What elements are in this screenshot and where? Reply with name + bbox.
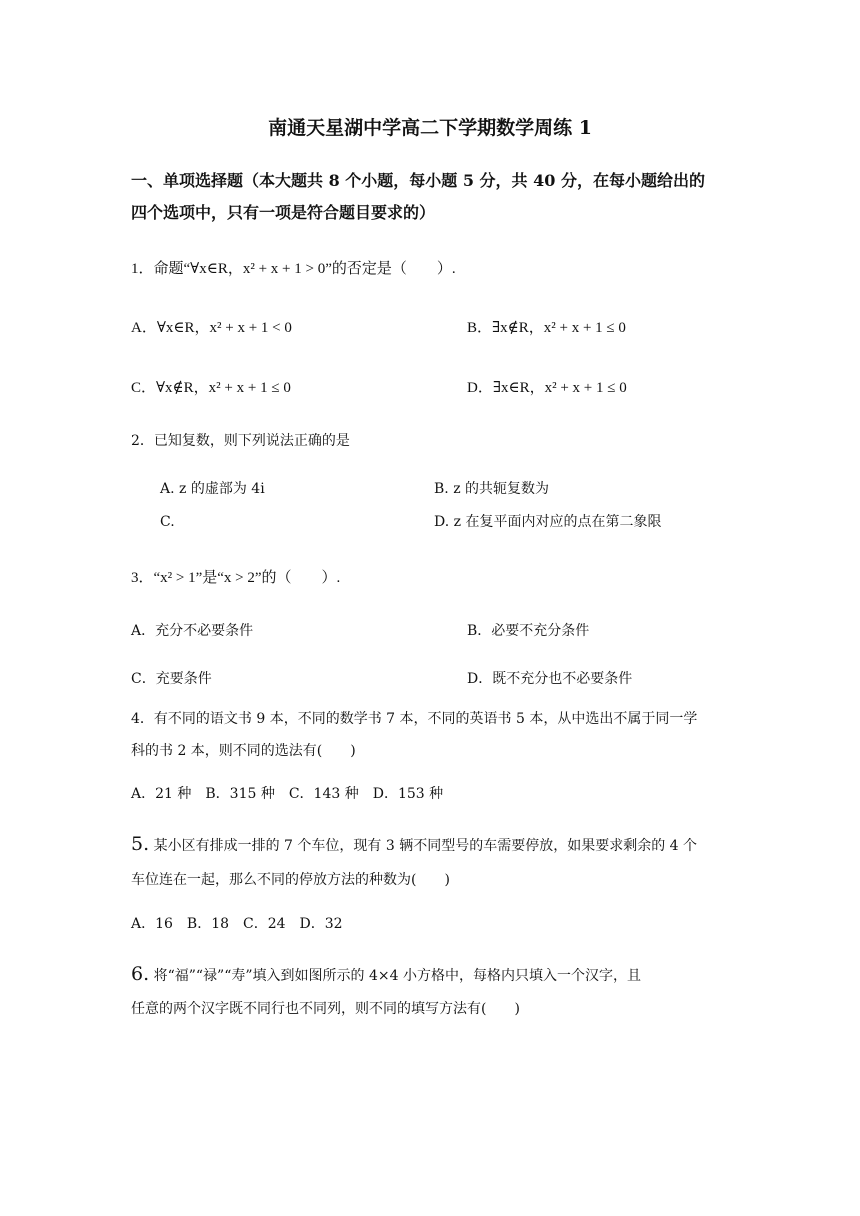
section-heading-line-2: 四个选项中，只有一项是符合题目要求的）	[131, 203, 436, 222]
q4-options: A．21 种 B．315 种 C．143 种 D．153 种	[131, 786, 444, 802]
q1-option-c: C．∀x∉R，x² + x + 1 ≤ 0	[131, 380, 291, 396]
question-3: 3．“x² > 1”是“x > 2”的（ ）.	[131, 570, 341, 586]
question-4-line-1: 4．有不同的语文书 9 本，不同的数学书 7 本，不同的英语书 5 本，从中选出不属于同一学	[131, 711, 698, 727]
q3-option-d: D．既不充分也不必要条件	[467, 671, 633, 687]
question-5-line-1	[131, 832, 697, 857]
q2-option-b: B. z 的共轭复数为	[434, 481, 550, 497]
q1-option-a: A．∀x∈R，x² + x + 1 < 0	[131, 320, 292, 336]
q5-text: 某小区有排成一排的 7 个车位，现有 3 辆不同型号的车需要停放，如果要求剩余的 4 个	[149, 838, 698, 854]
question-5-line-2: 车位连在一起，那么不同的停放方法的种数为( )	[131, 872, 450, 888]
question-1: 1．命题“∀x∈R，x² + x + 1 > 0”的否定是（ ）.	[131, 261, 456, 277]
q6-text: 将“福”“禄”“寿”填入到如图所示的 4×4 小方格中，每格内只填入一个汉字，且	[149, 968, 641, 984]
question-6-line-2: 任意的两个汉字既不同行也不同列，则不同的填写方法有( )	[131, 1001, 520, 1017]
q2-option-c: C.	[160, 514, 175, 530]
q5-number: 5.	[131, 833, 150, 855]
q1-option-b: B．∃x∉R，x² + x + 1 ≤ 0	[467, 320, 626, 336]
q1-option-d: D．∃x∈R，x² + x + 1 ≤ 0	[467, 380, 627, 396]
q2-option-a: A. z 的虚部为 4i	[160, 481, 265, 497]
q5-options: A．16 B．18 C．24 D．32	[131, 916, 343, 932]
q2-option-d: D. z 在复平面内对应的点在第二象限	[434, 514, 662, 530]
question-6-line-1	[131, 962, 641, 987]
question-4-line-2: 科的书 2 本，则不同的选法有( )	[131, 743, 356, 759]
q3-option-c: C．充要条件	[131, 671, 212, 687]
section-heading-line-1: 一、单项选择题（本大题共 8 个小题，每小题 5 分，共 40 分，在每小题给出的	[131, 171, 705, 190]
q3-option-a: A．充分不必要条件	[131, 623, 254, 639]
question-2: 2．已知复数，则下列说法正确的是	[131, 433, 350, 449]
q6-number: 6.	[131, 963, 150, 985]
q3-option-b: B．必要不充分条件	[467, 623, 590, 639]
page-title: 南通天星湖中学高二下学期数学周练 1	[268, 117, 592, 139]
